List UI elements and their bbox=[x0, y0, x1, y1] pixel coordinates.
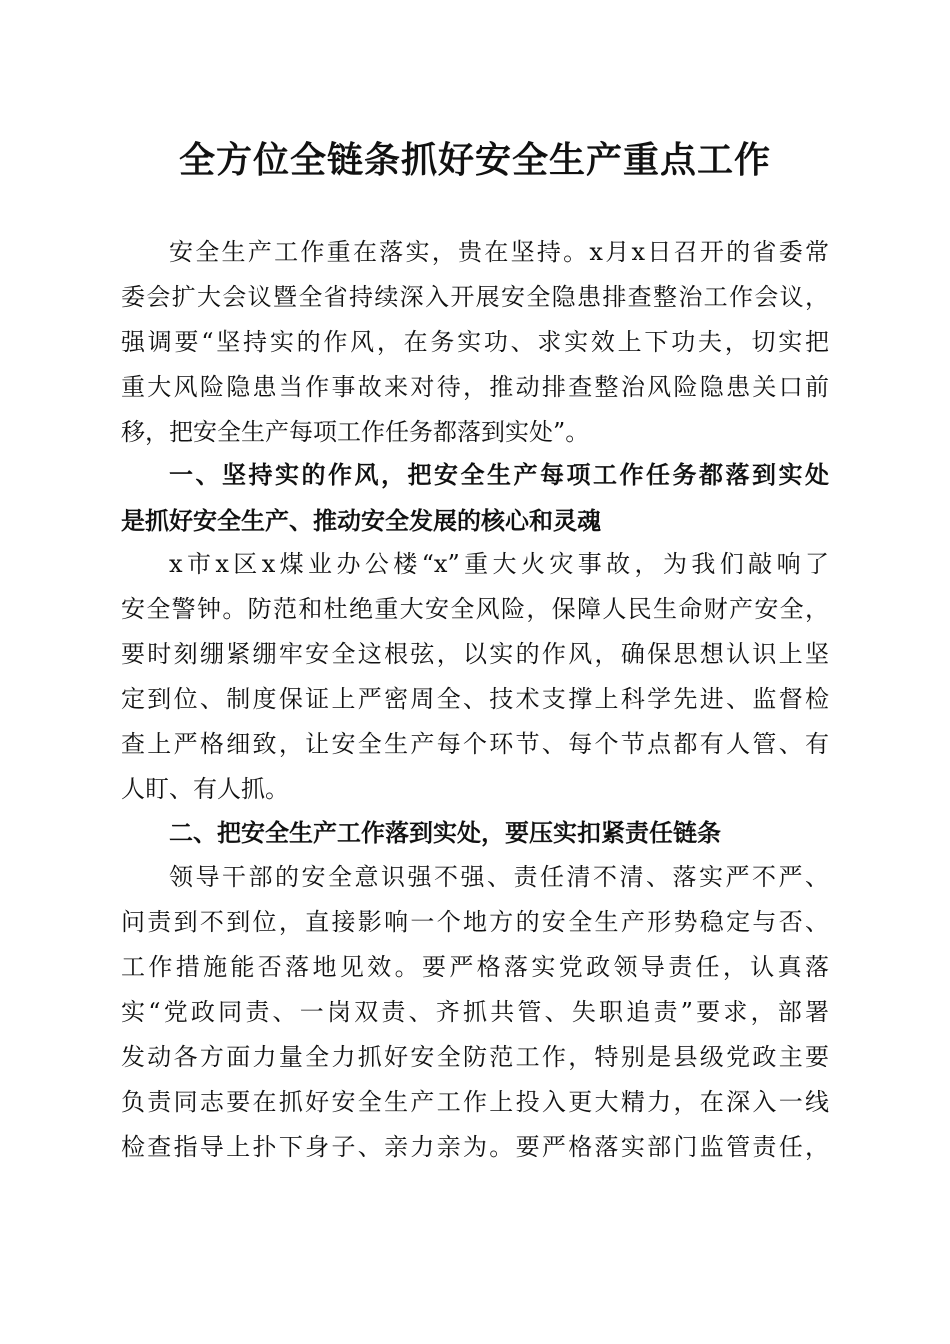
paragraph-3-line-1: 领导干部的安全意识强不强、责任清不清、落实严不严、 bbox=[169, 863, 829, 891]
paragraph-2-line-5: 查上严格细致，让安全生产每个环节、每个节点都有人管、有 bbox=[121, 730, 829, 758]
paragraph-2-line-3: 要时刻绷紧绷牢安全这根弦，以实的作风，确保思想认识上坚 bbox=[121, 640, 829, 668]
paragraph-1-line-1: 安全生产工作重在落实，贵在坚持。x月x日召开的省委常 bbox=[169, 238, 829, 266]
paragraph-2-line-4: 定到位、制度保证上严密周全、技术支撑上科学先进、监督检 bbox=[121, 685, 829, 713]
paragraph-3-line-5: 发动各方面力量全力抓好安全防范工作，特别是县级党政主要 bbox=[121, 1043, 829, 1071]
paragraph-3-line-6: 负责同志要在抓好安全生产工作上投入更大精力，在深入一线 bbox=[121, 1088, 829, 1116]
paragraph-1-line-5: 移，把安全生产每项工作任务都落到实处”。 bbox=[121, 418, 590, 446]
document-title: 全方位全链条抓好安全生产重点工作 bbox=[178, 139, 771, 181]
paragraph-2-line-2: 安全警钟。防范和杜绝重大安全风险，保障人民生命财产安全， bbox=[121, 595, 829, 623]
paragraph-3-line-7: 检查指导上扑下身子、亲力亲为。要严格落实部门监管责任， bbox=[121, 1133, 829, 1161]
paragraph-3-line-2: 问责到不到位，直接影响一个地方的安全生产形势稳定与否、 bbox=[121, 908, 829, 936]
paragraph-3-line-4: 实“党政同责、一岗双责、齐抓共管、失职追责”要求，部署 bbox=[121, 998, 829, 1026]
paragraph-2-line-1: x市x区x煤业办公楼“x”重大火灾事故，为我们敲响了 bbox=[169, 550, 829, 578]
paragraph-1-line-4: 重大风险隐患当作事故来对待，推动排查整治风险隐患关口前 bbox=[121, 373, 829, 401]
paragraph-2-line-6: 人盯、有人抓。 bbox=[121, 775, 289, 803]
paragraph-3-line-3: 工作措施能否落地见效。要严格落实党政领导责任，认真落 bbox=[121, 953, 829, 981]
section-heading-1-line-1: 一、坚持实的作风，把安全生产每项工作任务都落到实处 bbox=[169, 461, 829, 489]
paragraph-1-line-2: 委会扩大会议暨全省持续深入开展安全隐患排查整治工作会议， bbox=[121, 283, 829, 311]
section-heading-2: 二、把安全生产工作落到实处，要压实扣紧责任链条 bbox=[169, 819, 721, 847]
section-heading-1-line-2: 是抓好安全生产、推动安全发展的核心和灵魂 bbox=[121, 507, 601, 535]
paragraph-1-line-3: 强调要“坚持实的作风，在务实功、求实效上下功夫，切实把 bbox=[121, 328, 829, 356]
